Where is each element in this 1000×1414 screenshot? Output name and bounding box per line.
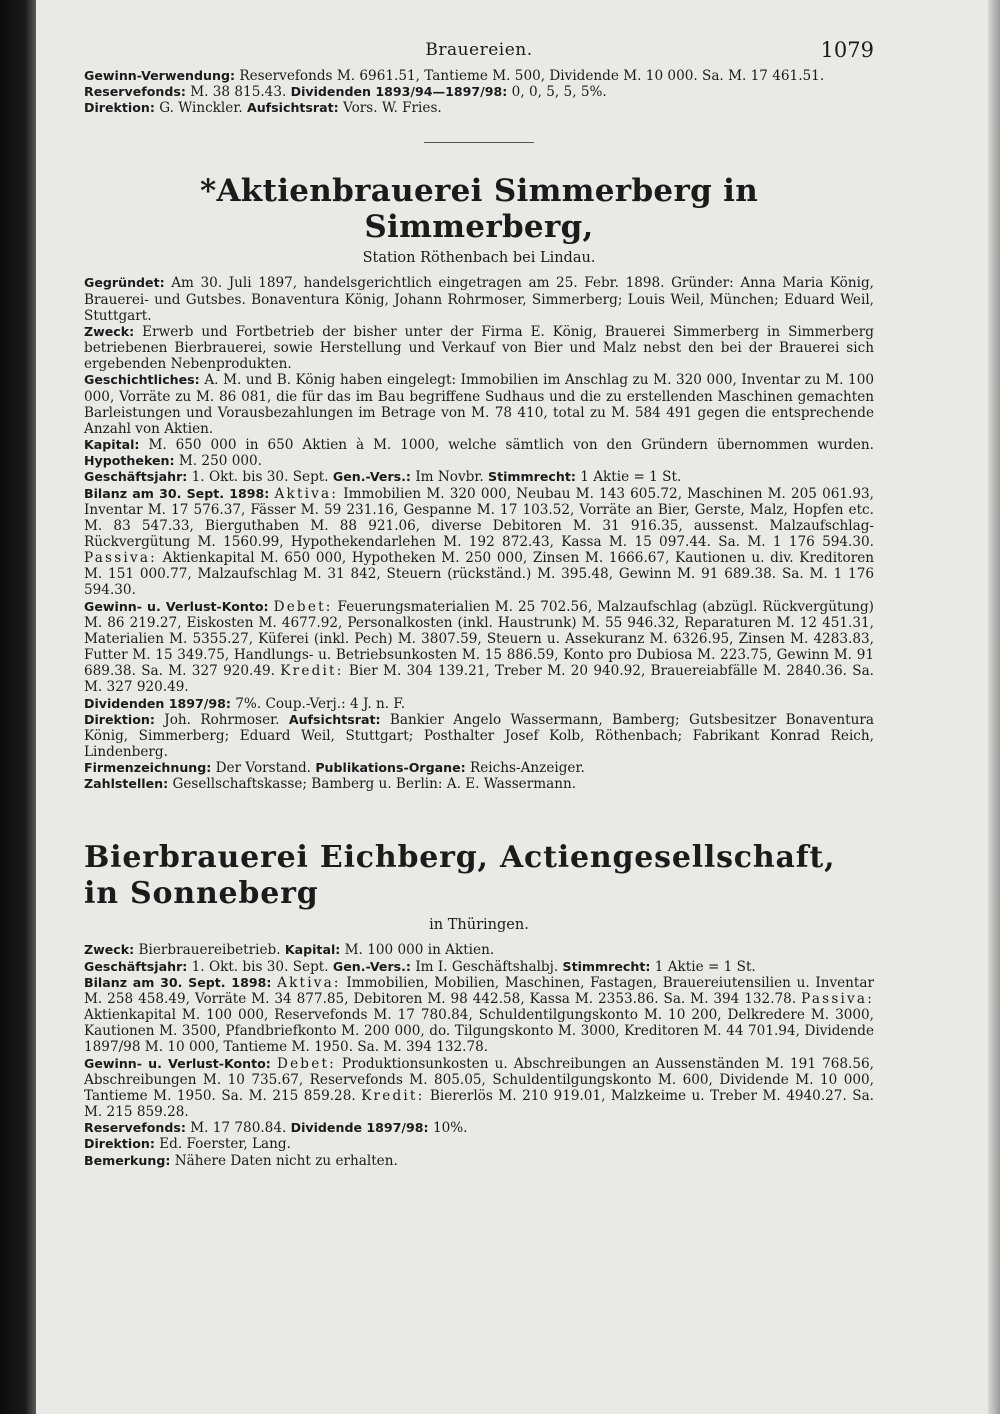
text: M. 38 815.43. [190,84,287,101]
label: Kapital: [84,437,140,453]
text: M. 100 000 in Aktien. [344,942,495,959]
debet-word: Debet: [273,598,333,615]
paragraph-geschaeftsjahr [84,469,874,485]
text: Bankier Angelo Wassermann, Bamberg; Gutsbesitzer Bonaventura König, Simmerberg; Eduard Weil, Stuttgart; Posthalter Josef Kolb, Röthenbach; Fabrikant Konrad Reich, Lindenberg. [84,711,874,760]
paragraph-reserve-dividenden [84,84,874,100]
label: Reservefonds: [84,84,186,100]
debet-word: Debet: [276,1055,336,1072]
paragraph-bemerkung [84,1153,874,1169]
label: Dividenden 1897/98: [84,695,231,711]
label: Gewinn- u. Verlust-Konto: [84,1055,271,1071]
text: 1. Okt. bis 30. Sept. [191,469,329,486]
running-header [84,38,874,68]
label: Gewinn- u. Verlust-Konto: [84,598,269,614]
text: 0, 0, 5, 5, 5%. [511,84,607,101]
label: Aufsichtsrat: [288,711,381,727]
text: M. 650 000 in 650 Aktien à M. 1000, welche sämtlich von den Gründern übernommen wurden. [148,437,875,454]
text: M. 17 780.84. [190,1120,287,1137]
text: Bierbrauereibetrieb. [138,942,281,959]
paragraph-geschaeftsjahr [84,959,874,975]
entry-subtitle: Station Röthenbach bei Lindau. [362,250,596,267]
text: 7%. Coup.-Verj.: 4 J. n. F. [235,695,406,712]
scan-page-edge [988,0,1000,1414]
text: Aktienkapital M. 100 000, Reservefonds M. 17 780.84, Schuldentilgungskonto M. 10 200, Delkredere M. 3000, Kautionen M. 3500, Pfandbriefkonto M. 200 000, do. Tilgungskonto M. 3000, Kreditoren M. 44 701.94, Dividende 1897/98 M. 10 000, Tantieme M. 1950. Sa. M. 394 132.78. [84,1007,874,1056]
text: 1 Aktie = 1 St. [580,469,682,486]
label: Reservefonds: [84,1120,186,1136]
paragraph-zahlstellen [84,776,874,792]
text: G. Winckler. [159,100,243,117]
text: Immobilien, Mobilien, Maschinen, Fastagen, Brauereiutensilien u. Inventar M. 258 458.49, Vorräte M. 34 877.85, Debitoren M. 98 442.58, Kassa M. 2353.86. Sa. M. 394 132.78. [84,974,874,1007]
label: Geschäftsjahr: [84,469,188,485]
page-number: 1079 [820,38,874,62]
text: Am 30. Juli 1897, handelsgerichtlich eingetragen am 25. Febr. 1898. Gründer: Anna Maria König, Brauerei- und Gutsbes. Bonaventura König, Johann Rohrmoser, Simmerberg; Louis Weil, München; Eduard Weil, Stuttgart. [84,275,874,324]
section-divider [424,142,534,143]
label: Gen.-Vers.: [332,958,411,974]
label: Aufsichtsrat: [246,100,339,116]
text: Ed. Foerster, Lang. [159,1136,291,1153]
aktiva-word: Aktiva: [274,485,339,502]
label: Gegründet: [84,275,165,291]
text: Bier M. 304 139.21, Treber M. 20 940.92, Brauereiabfälle M. 2840.36. Sa. M. 327 920.49. [84,663,875,696]
text: Gesellschaftskasse; Bamberg u. Berlin: A. E. Wassermann. [172,776,577,793]
running-title: Brauereien. [425,40,533,60]
paragraph-kapital [84,437,874,469]
label: Bilanz am 30. Sept. 1898: [84,974,272,990]
label: Gewinn-Verwendung: [84,68,236,83]
label: Dividenden 1893/94—1897/98: [290,84,508,100]
entry-title: Bierbrauerei Eichberg, Actiengesellschaft, in Sonneberg [84,840,836,912]
label: Kapital: [284,942,341,958]
text: Nähere Daten nicht zu erhalten. [174,1152,398,1169]
paragraph-gewinn-verlust [84,599,874,696]
text: Im Novbr. [415,469,484,486]
passiva-word: Passiva: [801,990,875,1007]
text: Im I. Geschäftshalbj. [415,958,559,975]
text: M. 250 000. [178,453,262,470]
label: Gen.-Vers.: [332,469,411,485]
text: Joh. Rohrmoser. [164,711,280,728]
passiva-word: Passiva: [84,550,157,567]
label: Direktion: [84,100,155,116]
label: Direktion: [84,1136,155,1152]
text: 10%. [432,1120,468,1137]
entry-subtitle: in Thüringen. [429,917,529,934]
paragraph-reservefonds [84,1120,874,1136]
label: Zweck: [84,942,135,958]
text: 1. Okt. bis 30. Sept. [191,958,329,975]
text: Biererlös M. 210 919.01, Malzkeime u. Treber M. 4940.27. Sa. M. 215 859.28. [84,1087,875,1121]
label: Hypotheken: [84,453,175,469]
text: Aktienkapital M. 650 000, Hypotheken M. 250 000, Zinsen M. 1666.67, Kautionen u. div. Kreditoren M. 151 000.77, Malzaufschlag M. 31 842, Steuern (rückständ.) M. 395.48, Gewinn M. 91 689.38. Sa. M. 1 176 594.30. [84,550,874,599]
document-page [84,38,874,1169]
label: Direktion: [84,711,155,727]
paragraph-gewinn-verwendung [84,68,874,84]
text: Reservefonds M. 6961.51, Tantieme M. 500, Dividende M. 10 000. Sa. M. 17 461.51. [239,68,825,84]
text: Vors. W. Fries. [343,100,442,117]
text: Erwerb und Fortbetrieb der bisher unter der Firma E. König, Brauerei Simmerberg in Simmerberg betriebenen Bierbrauerei, sowie Herstellung und Verkauf von Bier und Malz nebst den bei der Brauerei sich ergebenden Nebenprodukten. [84,323,874,373]
previous-entry-continuation [84,68,874,116]
text: Reichs-Anzeiger. [470,760,585,777]
paragraph-bilanz [84,486,874,599]
text: Feuerungsmaterialien M. 25 702.56, Malzaufschlag (abzügl. Rückvergütung) M. 86 219.27, Eiskosten M. 4677.92, Personalkosten (inkl. Haustrunk) M. 55 946.32, Reparaturen M. 12 451.31, Materialien M. 5355.27, Küferei (inkl. Pech) M. 3807.59, Steuern u. Assekuranz M. 6326.95, Zinsen M. 4283.83, Futter M. 15 349.75, Handlungs- u. Betriebsunkosten M. 15 886.59, Konto pro Dubiosa M. 223.75, Gewinn M. 91 689.38. Sa. M. 327 920.49. [84,598,874,680]
aktiva-word: Aktiva: [277,974,341,991]
text: 1 Aktie = 1 St. [654,958,756,975]
paragraph-geschichtliches [84,372,874,437]
paragraph-firmenzeichnung [84,760,874,776]
label: Publikations-Organe: [315,760,466,776]
paragraph-direktion [84,1136,874,1152]
label: Firmenzeichnung: [84,760,212,776]
kredit-word: Kredit: [361,1087,425,1104]
paragraph-direktion [84,712,874,760]
paragraph-direktion [84,100,874,116]
text: Der Vorstand. [215,760,311,777]
entry-eichberg [84,840,874,1168]
paragraph-dividenden [84,696,874,712]
kredit-word: Kredit: [280,663,344,680]
paragraph-zweck [84,942,874,958]
paragraph-bilanz [84,975,874,1056]
text: Produktionsunkosten u. Abschreibungen an Aussenständen M. 191 768.56, Abschreibungen M. 10 735.67, Reservefonds M. 805.05, Schuldentilgungskonto M. 600, Dividende M. 10 000, Tantieme M. 1950. Sa. M. 215 859.28. [84,1055,874,1104]
label: Bilanz am 30. Sept. 1898: [84,485,270,501]
scan-binding-edge [0,0,36,1414]
label: Zahlstellen: [84,776,169,792]
paragraph-zweck [84,324,874,372]
entry-title: *Aktienbrauerei Simmerberg in Simmerberg, [199,173,759,246]
label: Geschichtliches: [84,372,200,388]
text: Immobilien M. 320 000, Neubau M. 143 605.72, Maschinen M. 205 061.93, Inventar M. 17 576.37, Fässer M. 59 231.16, Gespanne M. 17 103.52, Vorräte an Bier, Gerste, Malz, Hopfen etc. M. 83 547.33, Bierguthaben M. 88 921.06, diverse Debitoren M. 31 916.35, aussenst. Malzaufschlag-Rückvergütung M. 1560.99, Hypothekendarlehen M. 192 872.43, Kassa M. 15 097.44. Sa. M. 1 176 594.30. [84,485,874,550]
text: A. M. und B. König haben eingelegt: Immobilien im Anschlag zu M. 320 000, Inventar zu M. 100 000, Vorräte zu M. 86 081, die für das im Bau begriffene Sudhaus und die zu erstellenden Maschinen gemachten Barleistungen und Vorausbezahlungen im Betrage von M. 78 410, total zu M. 584 491 gegen die entsprechende Anzahl von Aktien. [84,372,874,437]
label: Zweck: [84,323,135,339]
paragraph-gewinn-verlust [84,1056,874,1121]
label: Bemerkung: [84,1152,171,1168]
label: Stimmrecht: [562,958,651,974]
label: Stimmrecht: [488,469,576,485]
label: Dividende 1897/98: [290,1120,429,1136]
entry-simmerberg [84,173,874,792]
label: Geschäftsjahr: [84,958,188,974]
paragraph-gegruendet [84,275,874,323]
